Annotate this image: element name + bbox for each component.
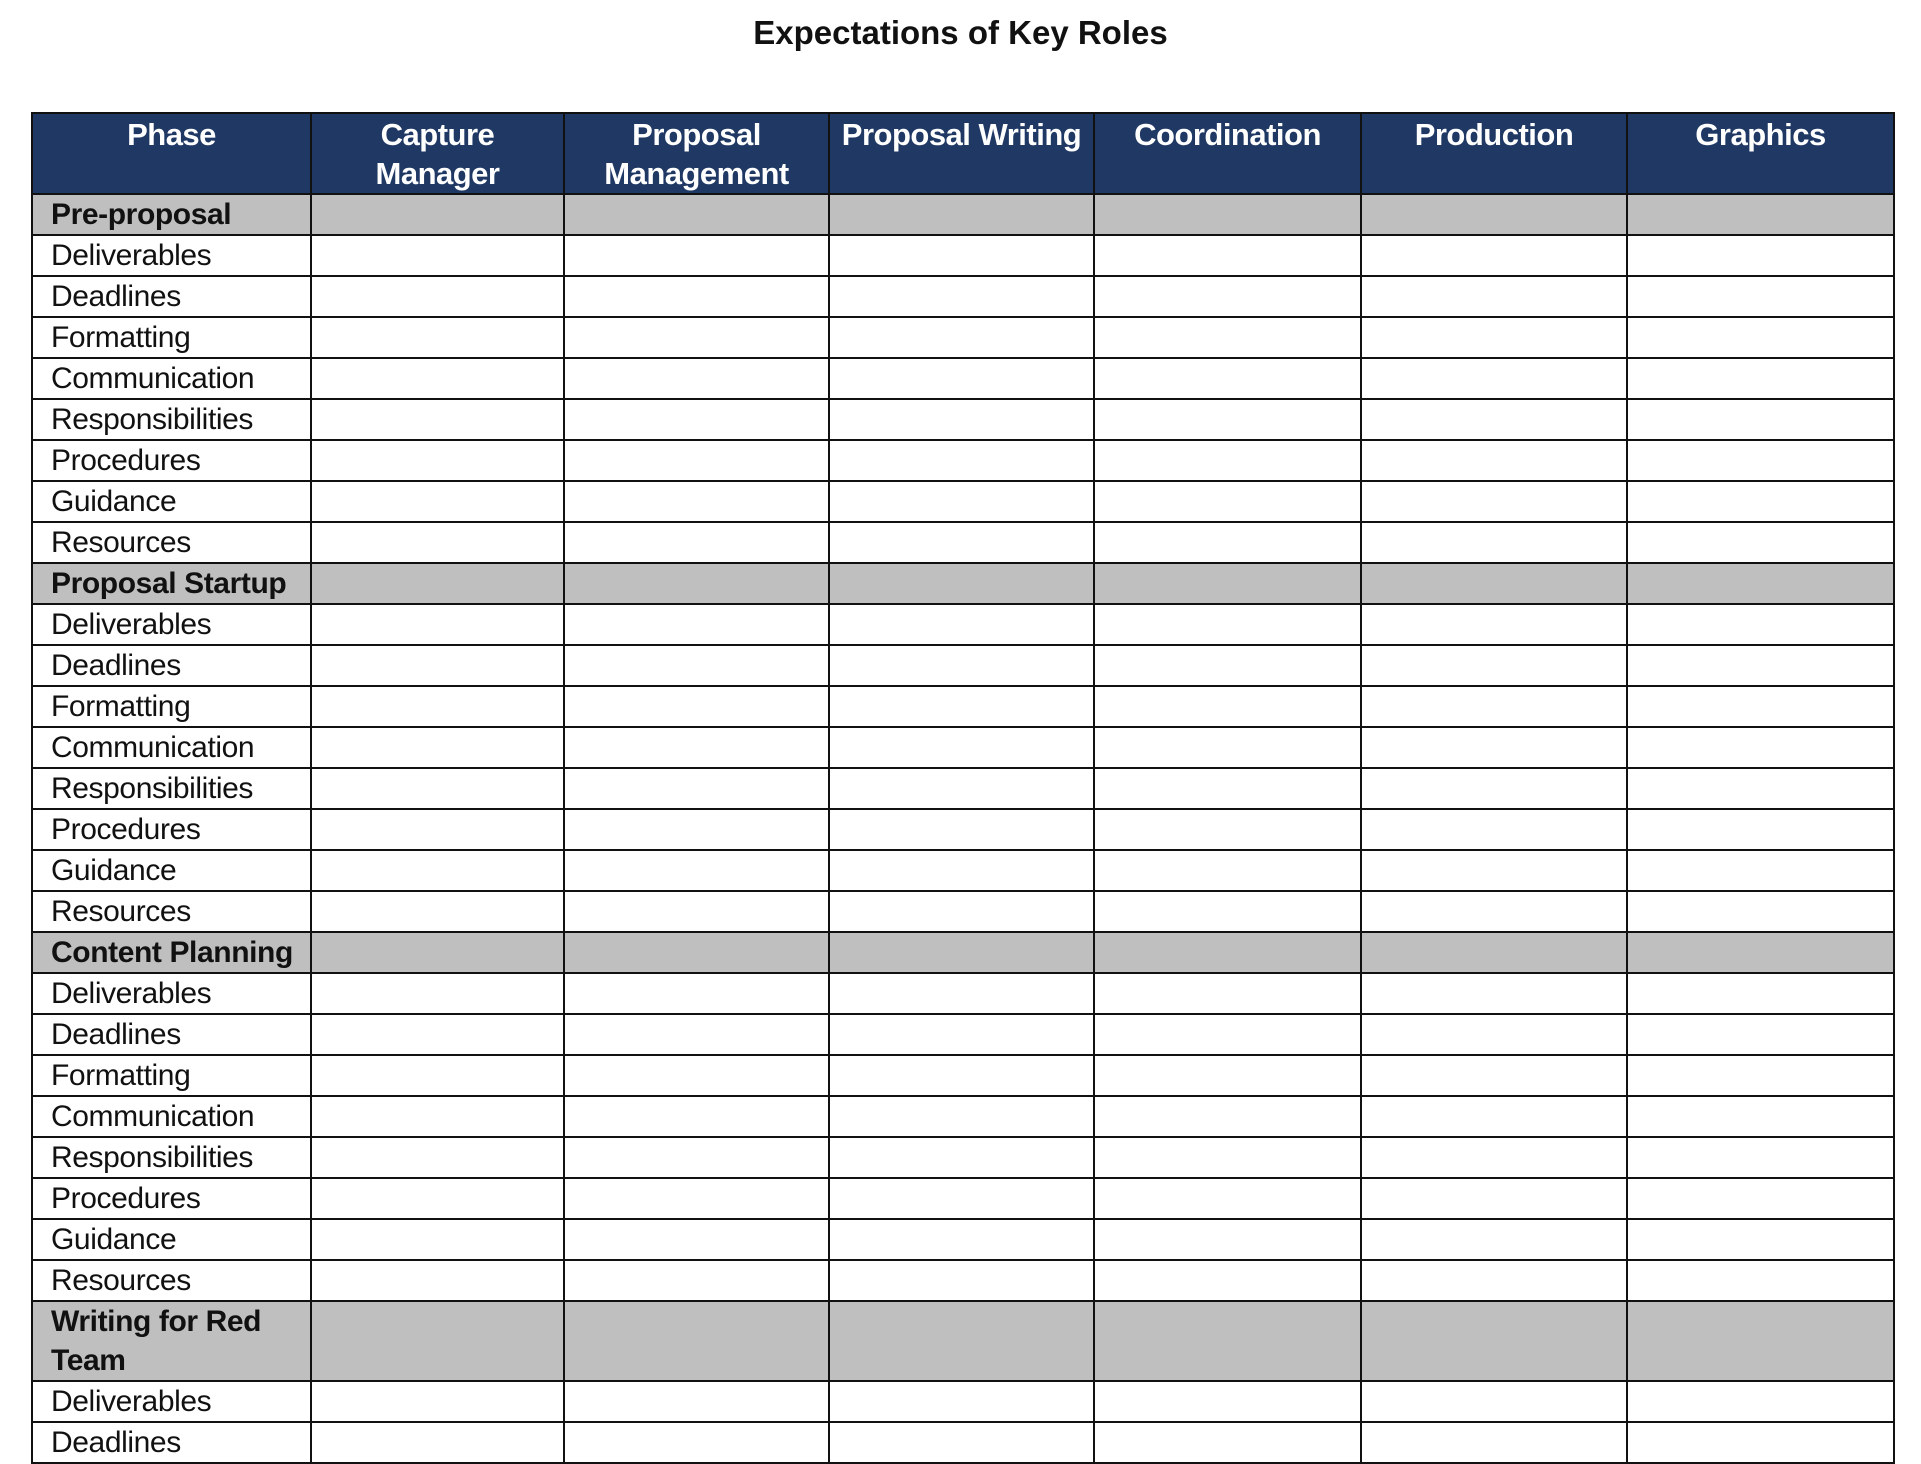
cell-coordination[interactable] [1094,932,1361,973]
header-proposal-management: Proposal Management [564,113,829,194]
cell-proposal-management[interactable] [564,850,829,891]
header-production: Production [1361,113,1627,194]
cell-proposal-management[interactable] [564,522,829,563]
cell-graphics[interactable] [1627,1381,1894,1422]
header-capture-manager: Capture Manager [311,113,564,194]
row-label: Responsibilities [32,399,311,440]
cell-proposal-management[interactable] [564,317,829,358]
table-row [32,809,1894,850]
cell-graphics[interactable] [1627,399,1894,440]
cell-proposal-writing[interactable] [829,235,1094,276]
table-row [32,1422,1894,1463]
cell-production[interactable] [1361,317,1627,358]
cell-proposal-management[interactable] [564,1219,829,1260]
cell-graphics[interactable] [1627,891,1894,932]
cell-proposal-management[interactable] [564,194,829,235]
cell-coordination[interactable] [1094,1178,1361,1219]
cell-proposal-management[interactable] [564,645,829,686]
cell-production[interactable] [1361,1137,1627,1178]
cell-production[interactable] [1361,973,1627,1014]
cell-proposal-management[interactable] [564,1014,829,1055]
cell-coordination[interactable] [1094,1260,1361,1301]
cell-proposal-writing[interactable] [829,1137,1094,1178]
cell-graphics[interactable] [1627,194,1894,235]
header-coordination: Coordination [1094,113,1361,194]
cell-proposal-writing[interactable] [829,522,1094,563]
table-row [32,1055,1894,1096]
cell-coordination[interactable] [1094,1422,1361,1463]
cell-proposal-management[interactable] [564,1055,829,1096]
cell-production[interactable] [1361,1178,1627,1219]
cell-proposal-writing[interactable] [829,194,1094,235]
cell-graphics[interactable] [1627,440,1894,481]
cell-capture-manager[interactable] [311,809,564,850]
cell-capture-manager[interactable] [311,932,564,973]
cell-coordination[interactable] [1094,1219,1361,1260]
cell-proposal-management[interactable] [564,440,829,481]
cell-production[interactable] [1361,1055,1627,1096]
row-label: Responsibilities [32,1137,311,1178]
cell-proposal-writing[interactable] [829,850,1094,891]
cell-capture-manager[interactable] [311,768,564,809]
cell-proposal-writing[interactable] [829,1178,1094,1219]
cell-coordination[interactable] [1094,481,1361,522]
cell-proposal-writing[interactable] [829,563,1094,604]
cell-graphics[interactable] [1627,645,1894,686]
cell-proposal-writing[interactable] [829,1096,1094,1137]
cell-coordination[interactable] [1094,522,1361,563]
cell-capture-manager[interactable] [311,1014,564,1055]
cell-proposal-management[interactable] [564,604,829,645]
table-row [32,604,1894,645]
row-label: Deliverables [32,235,311,276]
cell-capture-manager[interactable] [311,1422,564,1463]
row-label: Deliverables [32,973,311,1014]
cell-coordination[interactable] [1094,1137,1361,1178]
cell-proposal-writing[interactable] [829,604,1094,645]
cell-proposal-management[interactable] [564,1137,829,1178]
cell-capture-manager[interactable] [311,891,564,932]
cell-proposal-writing[interactable] [829,1219,1094,1260]
cell-capture-manager[interactable] [311,399,564,440]
cell-coordination[interactable] [1094,1014,1361,1055]
cell-graphics[interactable] [1627,1178,1894,1219]
cell-proposal-writing[interactable] [829,1381,1094,1422]
table-row [32,727,1894,768]
cell-proposal-writing[interactable] [829,317,1094,358]
row-label: Communication [32,358,311,399]
cell-coordination[interactable] [1094,891,1361,932]
cell-graphics[interactable] [1627,358,1894,399]
cell-coordination[interactable] [1094,604,1361,645]
cell-graphics[interactable] [1627,932,1894,973]
cell-production[interactable] [1361,358,1627,399]
cell-capture-manager[interactable] [311,604,564,645]
cell-capture-manager[interactable] [311,481,564,522]
section-label: Content Planning [32,932,311,973]
cell-capture-manager[interactable] [311,850,564,891]
cell-proposal-management[interactable] [564,1260,829,1301]
table-row [32,276,1894,317]
section-row [32,932,1894,973]
cell-capture-manager[interactable] [311,973,564,1014]
table-row [32,1014,1894,1055]
cell-production[interactable] [1361,440,1627,481]
cell-proposal-management[interactable] [564,768,829,809]
cell-proposal-writing[interactable] [829,399,1094,440]
cell-proposal-management[interactable] [564,563,829,604]
row-label: Guidance [32,1219,311,1260]
table-row [32,1381,1894,1422]
row-label: Deadlines [32,1014,311,1055]
cell-graphics[interactable] [1627,850,1894,891]
table-row [32,1260,1894,1301]
table-row [32,850,1894,891]
row-label: Procedures [32,440,311,481]
cell-capture-manager[interactable] [311,358,564,399]
cell-proposal-management[interactable] [564,891,829,932]
cell-production[interactable] [1361,399,1627,440]
table-row [32,1219,1894,1260]
cell-coordination[interactable] [1094,727,1361,768]
cell-graphics[interactable] [1627,1055,1894,1096]
row-label: Deliverables [32,604,311,645]
cell-coordination[interactable] [1094,686,1361,727]
cell-proposal-writing[interactable] [829,358,1094,399]
cell-capture-manager[interactable] [311,1096,564,1137]
row-label: Guidance [32,850,311,891]
cell-coordination[interactable] [1094,194,1361,235]
header-phase: Phase [32,113,311,194]
cell-coordination[interactable] [1094,235,1361,276]
table-row [32,768,1894,809]
cell-capture-manager[interactable] [311,235,564,276]
cell-proposal-management[interactable] [564,932,829,973]
cell-proposal-writing[interactable] [829,1301,1094,1381]
table-row [32,1178,1894,1219]
cell-capture-manager[interactable] [311,1219,564,1260]
cell-graphics[interactable] [1627,604,1894,645]
row-label: Deadlines [32,1422,311,1463]
cell-production[interactable] [1361,481,1627,522]
table-row [32,481,1894,522]
cell-proposal-management[interactable] [564,481,829,522]
cell-proposal-management[interactable] [564,1096,829,1137]
section-label: Proposal Startup [32,563,311,604]
cell-production[interactable] [1361,276,1627,317]
document-title: Expectations of Key Roles [753,14,1168,51]
cell-capture-manager[interactable] [311,1055,564,1096]
cell-proposal-management[interactable] [564,1178,829,1219]
cell-graphics[interactable] [1627,1219,1894,1260]
cell-graphics[interactable] [1627,809,1894,850]
cell-graphics[interactable] [1627,235,1894,276]
row-label: Formatting [32,686,311,727]
cell-proposal-writing[interactable] [829,481,1094,522]
cell-coordination[interactable] [1094,276,1361,317]
cell-proposal-management[interactable] [564,1381,829,1422]
cell-production[interactable] [1361,563,1627,604]
cell-proposal-management[interactable] [564,1422,829,1463]
cell-production[interactable] [1361,522,1627,563]
table-body [32,194,1894,1463]
row-label: Communication [32,727,311,768]
cell-graphics[interactable] [1627,1301,1894,1381]
cell-production[interactable] [1361,604,1627,645]
section-row [32,563,1894,604]
cell-capture-manager[interactable] [311,686,564,727]
cell-proposal-management[interactable] [564,973,829,1014]
cell-capture-manager[interactable] [311,317,564,358]
cell-production[interactable] [1361,932,1627,973]
row-label: Formatting [32,1055,311,1096]
cell-proposal-writing[interactable] [829,1014,1094,1055]
cell-graphics[interactable] [1627,481,1894,522]
row-label: Guidance [32,481,311,522]
cell-proposal-management[interactable] [564,727,829,768]
row-label: Communication [32,1096,311,1137]
cell-production[interactable] [1361,1219,1627,1260]
table-row [32,1096,1894,1137]
row-label: Resources [32,522,311,563]
cell-production[interactable] [1361,891,1627,932]
cell-proposal-management[interactable] [564,686,829,727]
cell-production[interactable] [1361,1096,1627,1137]
cell-graphics[interactable] [1627,727,1894,768]
cell-coordination[interactable] [1094,850,1361,891]
cell-coordination[interactable] [1094,440,1361,481]
cell-capture-manager[interactable] [311,645,564,686]
section-label: Writing for Red Team [32,1301,311,1381]
header-proposal-writing: Proposal Writing [829,113,1094,194]
table-row [32,440,1894,481]
cell-proposal-writing[interactable] [829,809,1094,850]
cell-proposal-writing[interactable] [829,768,1094,809]
cell-production[interactable] [1361,235,1627,276]
cell-production[interactable] [1361,809,1627,850]
row-label: Formatting [32,317,311,358]
cell-coordination[interactable] [1094,1096,1361,1137]
cell-graphics[interactable] [1627,1014,1894,1055]
cell-graphics[interactable] [1627,522,1894,563]
table-row [32,686,1894,727]
cell-production[interactable] [1361,850,1627,891]
table-row [32,522,1894,563]
cell-graphics[interactable] [1627,1422,1894,1463]
cell-capture-manager[interactable] [311,1137,564,1178]
cell-coordination[interactable] [1094,645,1361,686]
cell-capture-manager[interactable] [311,727,564,768]
cell-proposal-writing[interactable] [829,1055,1094,1096]
cell-coordination[interactable] [1094,809,1361,850]
cell-graphics[interactable] [1627,563,1894,604]
cell-production[interactable] [1361,686,1627,727]
cell-capture-manager[interactable] [311,563,564,604]
table-row [32,973,1894,1014]
cell-proposal-writing[interactable] [829,1260,1094,1301]
cell-coordination[interactable] [1094,563,1361,604]
cell-proposal-management[interactable] [564,276,829,317]
row-label: Resources [32,891,311,932]
table-row [32,399,1894,440]
cell-graphics[interactable] [1627,276,1894,317]
cell-production[interactable] [1361,768,1627,809]
row-label: Resources [32,1260,311,1301]
cell-production[interactable] [1361,1381,1627,1422]
table-row [32,358,1894,399]
cell-capture-manager[interactable] [311,1178,564,1219]
cell-capture-manager[interactable] [311,1381,564,1422]
cell-coordination[interactable] [1094,1381,1361,1422]
cell-graphics[interactable] [1627,973,1894,1014]
cell-production[interactable] [1361,1422,1627,1463]
table-row [32,1137,1894,1178]
cell-graphics[interactable] [1627,768,1894,809]
cell-graphics[interactable] [1627,1096,1894,1137]
cell-production[interactable] [1361,645,1627,686]
cell-coordination[interactable] [1094,1055,1361,1096]
row-label: Deadlines [32,276,311,317]
cell-proposal-writing[interactable] [829,973,1094,1014]
cell-production[interactable] [1361,1260,1627,1301]
cell-capture-manager[interactable] [311,194,564,235]
cell-graphics[interactable] [1627,1260,1894,1301]
cell-coordination[interactable] [1094,399,1361,440]
cell-proposal-writing[interactable] [829,727,1094,768]
row-label: Procedures [32,1178,311,1219]
cell-graphics[interactable] [1627,317,1894,358]
cell-proposal-management[interactable] [564,1301,829,1381]
row-label: Deadlines [32,645,311,686]
cell-coordination[interactable] [1094,768,1361,809]
header-row [32,113,1894,194]
cell-production[interactable] [1361,1014,1627,1055]
cell-proposal-writing[interactable] [829,686,1094,727]
cell-capture-manager[interactable] [311,522,564,563]
section-row [32,194,1894,235]
section-row [32,1301,1894,1381]
row-label: Deliverables [32,1381,311,1422]
row-label: Procedures [32,809,311,850]
cell-proposal-management[interactable] [564,809,829,850]
cell-proposal-writing[interactable] [829,891,1094,932]
cell-graphics[interactable] [1627,686,1894,727]
cell-proposal-management[interactable] [564,358,829,399]
cell-proposal-management[interactable] [564,399,829,440]
cell-coordination[interactable] [1094,1301,1361,1381]
section-label: Pre-proposal [32,194,311,235]
cell-proposal-writing[interactable] [829,645,1094,686]
cell-proposal-writing[interactable] [829,932,1094,973]
table-row [32,645,1894,686]
cell-proposal-writing[interactable] [829,440,1094,481]
cell-production[interactable] [1361,1301,1627,1381]
roles-table [31,112,1895,1464]
header-graphics: Graphics [1627,113,1894,194]
cell-proposal-writing[interactable] [829,276,1094,317]
cell-coordination[interactable] [1094,317,1361,358]
cell-proposal-writing[interactable] [829,1422,1094,1463]
cell-capture-manager[interactable] [311,1301,564,1381]
cell-coordination[interactable] [1094,358,1361,399]
cell-graphics[interactable] [1627,1137,1894,1178]
table-row [32,317,1894,358]
cell-production[interactable] [1361,727,1627,768]
cell-coordination[interactable] [1094,973,1361,1014]
cell-proposal-management[interactable] [564,235,829,276]
cell-production[interactable] [1361,194,1627,235]
cell-capture-manager[interactable] [311,276,564,317]
cell-capture-manager[interactable] [311,440,564,481]
table-row [32,235,1894,276]
table-row [32,891,1894,932]
row-label: Responsibilities [32,768,311,809]
cell-capture-manager[interactable] [311,1260,564,1301]
